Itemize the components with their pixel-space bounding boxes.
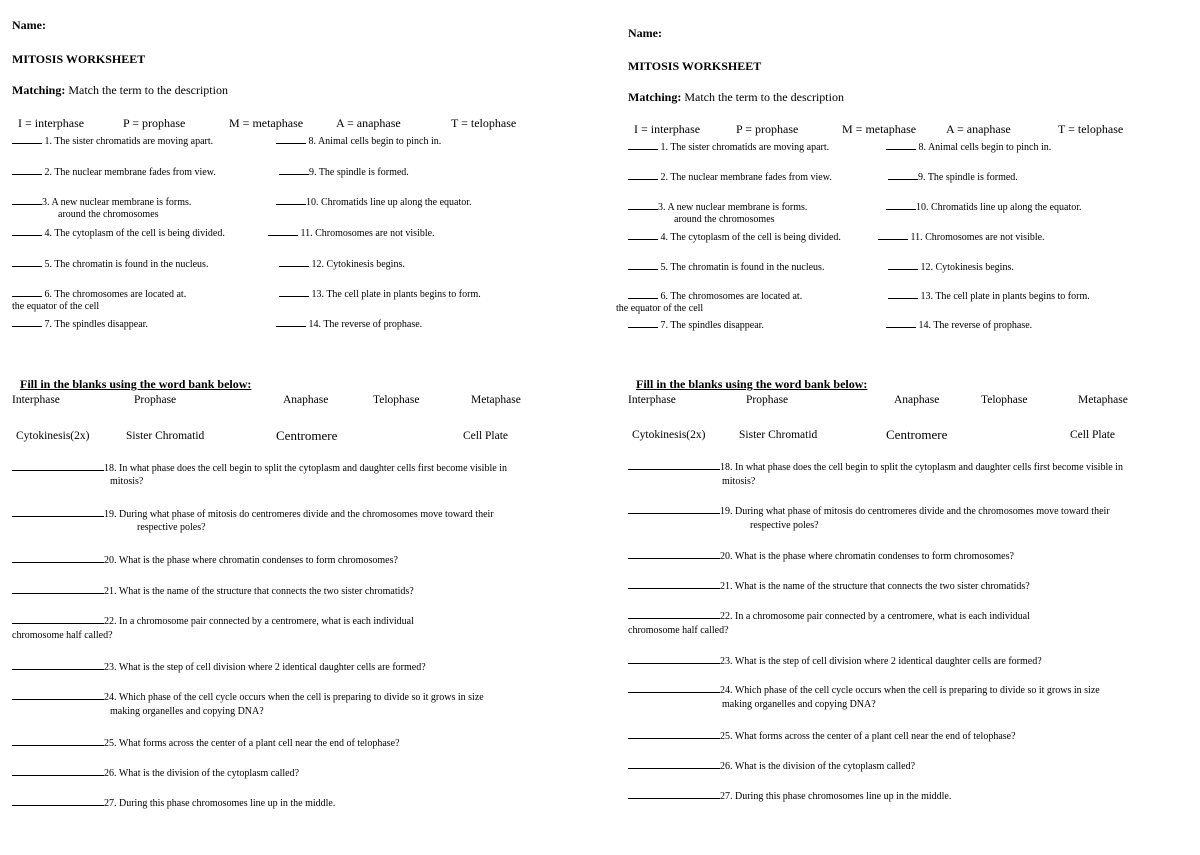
matching-item: 9. The spindle is formed. [279,165,409,178]
word-bank-cytokinesis: Cytokinesis(2x) [16,430,90,442]
answer-blank[interactable] [886,200,916,210]
answer-blank[interactable] [628,759,720,769]
answer-blank[interactable] [12,736,104,746]
matching-item: 12. Cytokinesis begins. [888,260,1014,273]
matching-label: Matching: [628,90,682,104]
answer-blank[interactable] [628,318,658,328]
question: 21. What is the name of the structure that connects the two sister chromatids? [12,584,414,599]
answer-blank[interactable] [12,660,104,670]
answer-blank[interactable] [628,200,658,210]
question-continued: chromosome half called? [628,625,729,636]
word-bank-anaphase: Anaphase [894,394,940,406]
matching-item-continued: the equator of the cell [616,303,704,314]
word-bank-prophase: Prophase [746,394,789,406]
question-continued: respective poles? [750,520,819,531]
question: 18. In what phase does the cell begin to split the cytoplasm and daughter cells first become visible in [12,461,507,476]
name-label: Name: [628,26,662,40]
matching-item: 8. Animal cells begin to pinch in. [886,140,1051,153]
answer-blank[interactable] [276,134,306,144]
answer-blank[interactable] [12,614,104,624]
matching-item: 13. The cell plate in plants begins to form. [888,289,1090,302]
question-continued: mitosis? [722,476,756,487]
matching-item: 11. Chromosomes are not visible. [878,230,1045,243]
question: 23. What is the step of cell division where 2 identical daughter cells are formed? [12,660,426,675]
answer-blank[interactable] [12,195,42,205]
answer-blank[interactable] [628,260,658,270]
question-continued: making organelles and copying DNA? [110,706,264,717]
worksheet-page-left [0,0,600,849]
question-continued: mitosis? [110,476,144,487]
key-prophase: P = prophase [123,116,186,130]
answer-blank[interactable] [628,549,720,559]
question-continued: chromosome half called? [12,630,113,641]
answer-blank[interactable] [886,318,916,328]
question: 20. What is the phase where chromatin condenses to form chromosomes? [12,553,398,568]
word-bank-anaphase: Anaphase [283,394,329,406]
answer-blank[interactable] [12,226,42,236]
question: 24. Which phase of the cell cycle occurs when the cell is preparing to divide so it grows in size [12,690,484,705]
answer-blank[interactable] [12,766,104,776]
matching-item: 10. Chromatids line up along the equator. [276,195,472,208]
fill-in-heading: Fill in the blanks using the word bank below: [636,377,868,391]
matching-item: 6. The chromosomes are located at. [12,287,186,300]
word-bank-cytokinesis: Cytokinesis(2x) [632,429,706,441]
question: 26. What is the division of the cytoplasm called? [628,759,915,774]
answer-blank[interactable] [276,317,306,327]
question: 24. Which phase of the cell cycle occurs when the cell is preparing to divide so it grows in size [628,683,1100,698]
answer-blank[interactable] [12,165,42,175]
answer-blank[interactable] [628,289,658,299]
word-bank-sister-chromatid: Sister Chromatid [126,430,205,442]
matching-item: 5. The chromatin is found in the nucleus. [12,257,208,270]
matching-item: 4. The cytoplasm of the cell is being divided. [12,226,225,239]
key-telophase: T = telophase [451,116,517,130]
answer-blank[interactable] [12,257,42,267]
matching-item: 11. Chromosomes are not visible. [268,226,435,239]
key-interphase: I = interphase [18,116,85,130]
answer-blank[interactable] [886,140,916,150]
question: 25. What forms across the center of a plant cell near the end of telophase? [12,736,400,751]
answer-blank[interactable] [268,226,298,236]
answer-blank[interactable] [12,507,104,517]
word-bank-centromere: Centromere [276,428,338,443]
matching-item: 7. The spindles disappear. [12,317,148,330]
question: 23. What is the step of cell division where 2 identical daughter cells are formed? [628,654,1042,669]
word-bank-interphase: Interphase [12,394,60,406]
matching-instructions [628,90,844,105]
question: 18. In what phase does the cell begin to split the cytoplasm and daughter cells first become visible in [628,460,1123,475]
word-bank-telophase: Telophase [373,394,420,406]
matching-item: 3. A new nuclear membrane is forms. [628,200,807,213]
answer-blank[interactable] [12,461,104,471]
answer-blank[interactable] [12,796,104,806]
matching-label: Matching: [12,83,66,97]
word-bank-centromere: Centromere [886,427,948,442]
key-interphase: I = interphase [634,122,701,136]
question: 27. During this phase chromosomes line up in the middle. [12,796,335,811]
word-bank-cell-plate: Cell Plate [1070,429,1116,441]
matching-item: 12. Cytokinesis begins. [279,257,405,270]
answer-blank[interactable] [628,789,720,799]
page-title: MITOSIS WORKSHEET [628,59,762,73]
worksheet-page-right [616,6,1200,855]
key-telophase: T = telophase [1058,122,1124,136]
key-prophase: P = prophase [736,122,799,136]
matching-item: 2. The nuclear membrane fades from view. [12,165,216,178]
fill-in-heading: Fill in the blanks using the word bank below: [20,377,252,391]
matching-item: 8. Animal cells begin to pinch in. [276,134,441,147]
word-bank-cell-plate: Cell Plate [463,430,509,442]
page-title: MITOSIS WORKSHEET [12,52,146,66]
matching-instruction-text: Match the term to the description [684,90,844,104]
matching-item: 9. The spindle is formed. [888,170,1018,183]
matching-instructions [12,83,228,98]
question: 25. What forms across the center of a plant cell near the end of telophase? [628,729,1016,744]
answer-blank[interactable] [878,230,908,240]
matching-item: 1. The sister chromatids are moving apart. [628,140,829,153]
question: 22. In a chromosome pair connected by a centromere, what is each individual [12,614,414,629]
answer-blank[interactable] [628,230,658,240]
answer-blank[interactable] [888,170,918,180]
word-bank-sister-chromatid: Sister Chromatid [739,429,818,441]
answer-blank[interactable] [628,579,720,589]
matching-item: 14. The reverse of prophase. [276,317,422,330]
answer-blank[interactable] [628,683,720,693]
matching-item-continued: around the chromosomes [58,209,159,220]
matching-item: 7. The spindles disappear. [628,318,764,331]
word-bank-metaphase: Metaphase [1078,394,1128,406]
answer-blank[interactable] [279,287,309,297]
matching-item: 4. The cytoplasm of the cell is being divided. [628,230,841,243]
answer-blank[interactable] [279,257,309,267]
question: 26. What is the division of the cytoplasm called? [12,766,299,781]
word-bank-telophase: Telophase [981,394,1028,406]
answer-blank[interactable] [12,287,42,297]
question-continued: respective poles? [137,522,206,533]
key-anaphase: A = anaphase [336,116,401,130]
key-metaphase: M = metaphase [229,116,304,130]
question: 21. What is the name of the structure that connects the two sister chromatids? [628,579,1030,594]
question: 27. During this phase chromosomes line up in the middle. [628,789,951,804]
answer-blank[interactable] [628,654,720,664]
answer-blank[interactable] [12,317,42,327]
word-bank-prophase: Prophase [134,394,177,406]
matching-item: 1. The sister chromatids are moving apart. [12,134,213,147]
key-anaphase: A = anaphase [946,122,1011,136]
word-bank-metaphase: Metaphase [471,394,521,406]
key-metaphase: M = metaphase [842,122,917,136]
question: 19. During what phase of mitosis do centromeres divide and the chromosomes move toward their [628,504,1110,519]
answer-blank[interactable] [628,609,720,619]
answer-blank[interactable] [12,134,42,144]
question: 22. In a chromosome pair connected by a centromere, what is each individual [628,609,1030,624]
matching-item: 5. The chromatin is found in the nucleus. [628,260,824,273]
answer-blank[interactable] [279,165,309,175]
answer-blank[interactable] [12,553,104,563]
answer-blank[interactable] [12,690,104,700]
matching-item: 6. The chromosomes are located at. [628,289,802,302]
answer-blank[interactable] [628,504,720,514]
matching-item: 10. Chromatids line up along the equator. [886,200,1082,213]
matching-item: 14. The reverse of prophase. [886,318,1032,331]
answer-blank[interactable] [628,729,720,739]
answer-blank[interactable] [888,260,918,270]
question: 19. During what phase of mitosis do centromeres divide and the chromosomes move toward their [12,507,494,522]
matching-item: 2. The nuclear membrane fades from view. [628,170,832,183]
matching-instruction-text: Match the term to the description [68,83,228,97]
question-continued: making organelles and copying DNA? [722,699,876,710]
matching-item-continued: the equator of the cell [12,301,100,312]
answer-blank[interactable] [628,460,720,470]
question: 20. What is the phase where chromatin condenses to form chromosomes? [628,549,1014,564]
matching-item: 3. A new nuclear membrane is forms. [12,195,191,208]
answer-blank[interactable] [888,289,918,299]
word-bank-interphase: Interphase [628,394,676,406]
answer-blank[interactable] [12,584,104,594]
matching-item: 13. The cell plate in plants begins to form. [279,287,481,300]
answer-blank[interactable] [276,195,306,205]
matching-item-continued: around the chromosomes [674,214,775,225]
name-label: Name: [12,18,46,32]
answer-blank[interactable] [628,140,658,150]
answer-blank[interactable] [628,170,658,180]
